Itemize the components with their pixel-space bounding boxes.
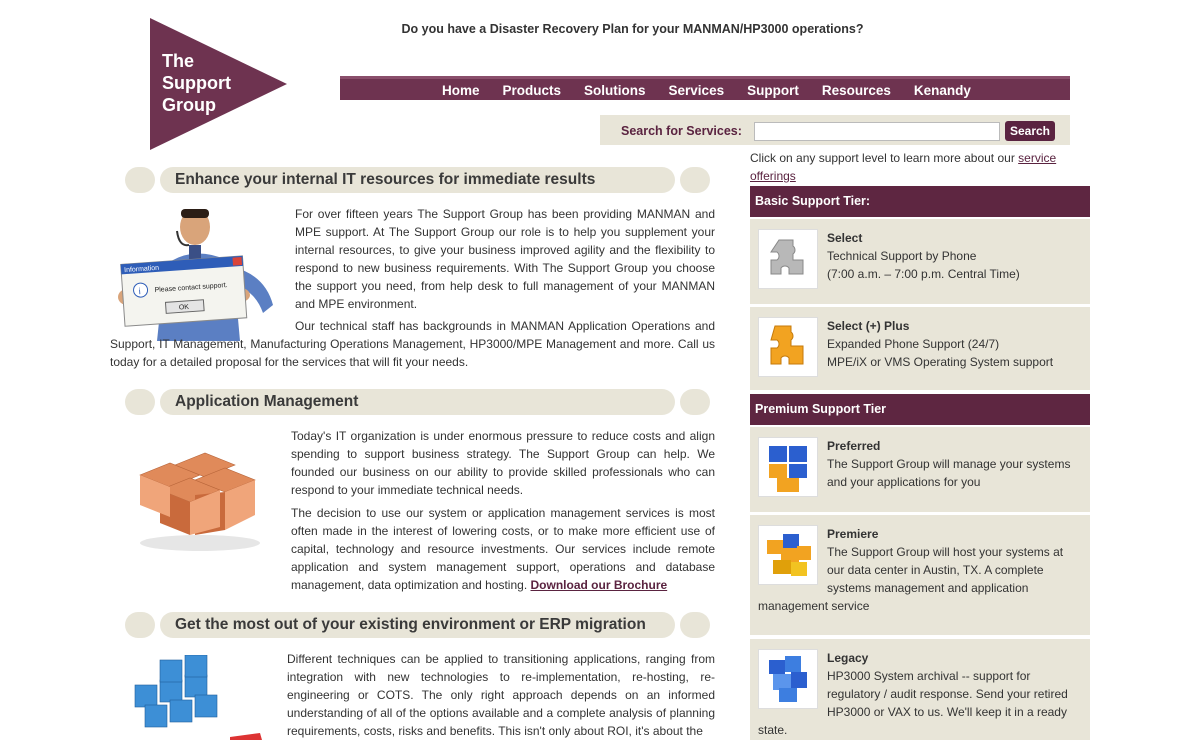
tier-name: Select (+) Plus	[827, 319, 910, 333]
blue-cubes-image	[120, 655, 270, 740]
puzzle-orange-icon	[758, 317, 818, 377]
logo-line-2: Support	[162, 73, 231, 93]
service-offerings-link[interactable]: service offerings	[750, 151, 1057, 183]
logo-line-3: Group	[162, 95, 216, 115]
tier-card-legacy[interactable]: Legacy HP3000 System archival -- support for regulatory / audit response. Send your retired HP3000 or VAX to us. We'll keep it in a ready state.	[750, 639, 1090, 740]
section-title: Application Management	[175, 393, 359, 410]
section-1-paragraph-1: For over fifteen years The Support Group has been providing MANMAN and MPE support. At The Support Group our role is to help you supplement your internal resources, to give your business improved agility and the flexibility to respond to new business requirements. With The Support Group you choose the support you need, from help desk to full management of your MANMAN and MPE environment.	[295, 207, 715, 311]
nav-resources[interactable]: Resources	[821, 83, 891, 98]
premium-tier-heading: Premium Support Tier	[750, 394, 1090, 425]
basic-tier-heading: Basic Support Tier:	[750, 186, 1090, 217]
nav-support[interactable]: Support	[747, 83, 799, 98]
tier-card-select[interactable]: Select Technical Support by Phone (7:00 a.m. – 7:00 p.m. Central Time)	[750, 219, 1090, 304]
section-title: Enhance your internal IT resources for immediate results	[175, 171, 596, 188]
popup-title: Information	[123, 264, 160, 275]
popup-ok: OK	[178, 303, 190, 312]
tier-name: Premiere	[827, 527, 879, 541]
section-title: Get the most out of your existing environment or ERP migration	[175, 616, 646, 633]
search-bar	[600, 115, 1070, 145]
orange-cubes-image	[120, 435, 285, 555]
search-button[interactable]: Search	[1005, 121, 1055, 141]
nav-kenandy[interactable]: Kenandy	[913, 83, 971, 98]
section-heading-erp-migration	[125, 612, 710, 638]
sidebar-intro: Click on any support level to learn more about our service offerings	[750, 151, 1057, 183]
tier-card-preferred[interactable]: Preferred The Support Group will manage your systems and your applications for you	[750, 427, 1090, 512]
tier-card-premiere[interactable]: Premiere The Support Group will host your systems at our data center in Austin, TX. A complete systems management and application management service	[750, 515, 1090, 635]
section-2-text: Today's IT organization is under enormous pressure to reduce costs and align spending to support business strategy. The Support Group can help. We founded our business on our ability to provide skilled professionals who can respond to your immediate technical needs. The decision to use our system or application management services is most often made in the interest of lowering costs, or to make more efficient use of capital, technology and resource investments. Our services include remote application and system management support, operations and database management, data optimization and hosting. Download our Brochure	[291, 429, 715, 592]
popup-message: Please contact support.	[154, 282, 228, 295]
tier-name: Select	[827, 231, 863, 245]
main-navigation	[340, 76, 1070, 100]
section-heading-enhance	[125, 167, 710, 193]
puzzle-gray-icon	[758, 229, 818, 289]
tier-name: Legacy	[827, 651, 869, 665]
nav-home[interactable]: Home	[442, 83, 480, 98]
puzzle-blue-orange-icon	[758, 437, 818, 497]
tier-card-select-plus[interactable]: Select (+) Plus Expanded Phone Support (24/7) MPE/iX or VMS Operating System support	[750, 307, 1090, 390]
company-logo[interactable]	[150, 18, 290, 152]
nav-solutions[interactable]: Solutions	[584, 83, 646, 98]
download-brochure-link[interactable]: Download our Brochure	[530, 578, 668, 592]
section-heading-application-management	[125, 389, 710, 415]
search-input[interactable]	[754, 122, 1000, 141]
tier-name: Preferred	[827, 439, 881, 453]
header-tagline: Do you have a Disaster Recovery Plan for your MANMAN/HP3000 operations?	[401, 22, 864, 36]
nav-services[interactable]: Services	[668, 83, 725, 98]
puzzle-blue-icon	[758, 649, 818, 709]
puzzle-orange-blue-icon	[758, 525, 818, 585]
search-label: Search for Services:	[621, 124, 742, 138]
nav-products[interactable]: Products	[502, 83, 562, 98]
logo-line-1: The	[162, 51, 195, 71]
section-3-text: Different techniques can be applied to transitioning applications, ranging from integration with new technologies to re-implementation, re-hosting, re-engineering or COTS. The only right approach depends on an informed understanding of all of the options available and a complete analysis of planning requirements, costs, risks and benefits. This isn't only about ROI, it's about the	[287, 652, 715, 738]
section-1-paragraph-2: Our technical staff has backgrounds in MANMAN Application Operations and Support, IT Management, Manufacturing Operations Management, HP3000/MPE Management and more. Call us today for a detailed proposal for the services that will fit your needs.	[110, 319, 715, 369]
svg-text:i: i	[138, 286, 141, 297]
